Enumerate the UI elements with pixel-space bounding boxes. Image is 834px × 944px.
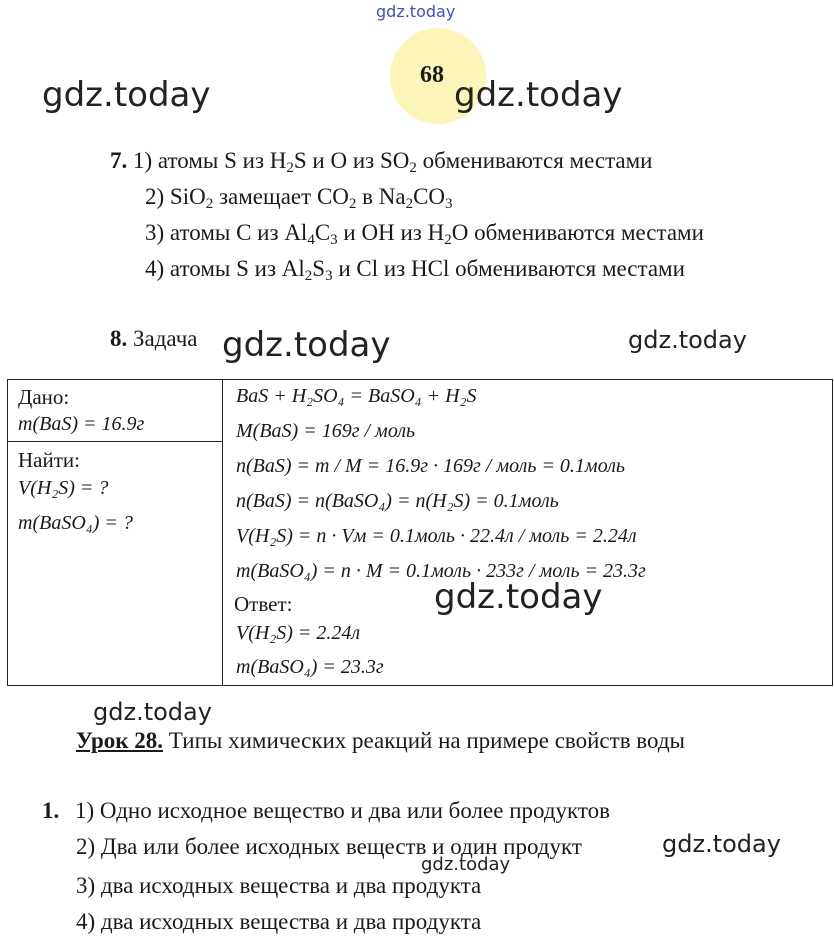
q7-line-2: 2) SiO$_2$ замещает $CO_2$ в $Na_2CO_3$ (145, 184, 453, 212)
watermark: gdz.today (628, 326, 747, 354)
page-number: 68 (420, 62, 444, 88)
find-mass: m(BaSO₄) = ? (18, 512, 133, 534)
equation-molar-mass: M(BaS) = 169г / моль (236, 420, 416, 442)
equation-moles: n(BaS) = m / M = 16.9г · 169г / моль = 0.1моль (236, 455, 626, 477)
given-mass: m(BaS) = 16.9г (18, 413, 145, 435)
divider (8, 441, 222, 442)
answer-mass: m(BaSO₄) = 23.3г (236, 656, 384, 678)
answer-label: Ответ: (234, 592, 293, 616)
q1-line-1: 1. 1) Одно исходное вещество и два или более продуктов (42, 798, 611, 823)
lesson-subtitle: Типы химических реакций на примере свойств воды (163, 728, 685, 753)
watermark: gdz.today (42, 75, 211, 115)
given-label: Дано: (18, 385, 70, 409)
find-volume: V(H₂S) = ? (18, 477, 109, 499)
q7-line-4: 4) атомы S из $Al_2S_3$ и Cl из HCl обмениваются местами (145, 256, 685, 284)
task-table (7, 379, 833, 686)
equation-mass: m(BaSO₄) = n · M = 0.1моль · 233г / моль = 23.3г (236, 560, 646, 582)
given-column (8, 380, 223, 685)
question-number: 1. (42, 798, 60, 823)
equation-volume: V(H₂S) = n · Vм = 0.1моль · 22.4л / моль = 2.24л (236, 525, 637, 547)
watermark: gdz.today (222, 325, 391, 365)
lesson-title: Урок 28. (76, 728, 164, 753)
q1-line-3: 3) два исходных вещества и два продукта (76, 873, 482, 898)
q7-line-3: 3) атомы C из $Al_4C_3$ и OH из $H_2O$ обмениваются местами (145, 220, 704, 248)
equation-reaction: BaS + H₂SO₄ = BaSO₄ + H₂S (236, 385, 477, 407)
answer-volume: V(H₂S) = 2.24л (236, 622, 361, 644)
watermark: gdz.today (421, 854, 511, 875)
watermark: gdz.today (93, 698, 212, 726)
watermark: gdz.today (662, 830, 781, 858)
question-number: 8. (110, 326, 128, 351)
task-label: Задача (133, 326, 198, 351)
watermark: gdz.today (434, 577, 603, 617)
lesson-heading (76, 729, 685, 752)
watermark: gdz.today (454, 75, 623, 115)
q1-line-2: 2) Два или более исходных веществ и один продукт (76, 834, 582, 859)
equation-moles-ratio: n(BaS) = n(BaSO₄) = n(H₂S) = 0.1моль (236, 490, 559, 512)
q7-line-1: 7. 1) атомы S из $H_2S$ и O из $SO_2$ обмениваются местами (110, 148, 653, 176)
q8-heading (110, 327, 198, 350)
question-number: 7. (110, 148, 128, 173)
find-label: Найти: (18, 448, 80, 472)
q1-line-4: 4) два исходных вещества и два продукта (76, 909, 482, 934)
watermark: gdz.today (376, 2, 456, 21)
